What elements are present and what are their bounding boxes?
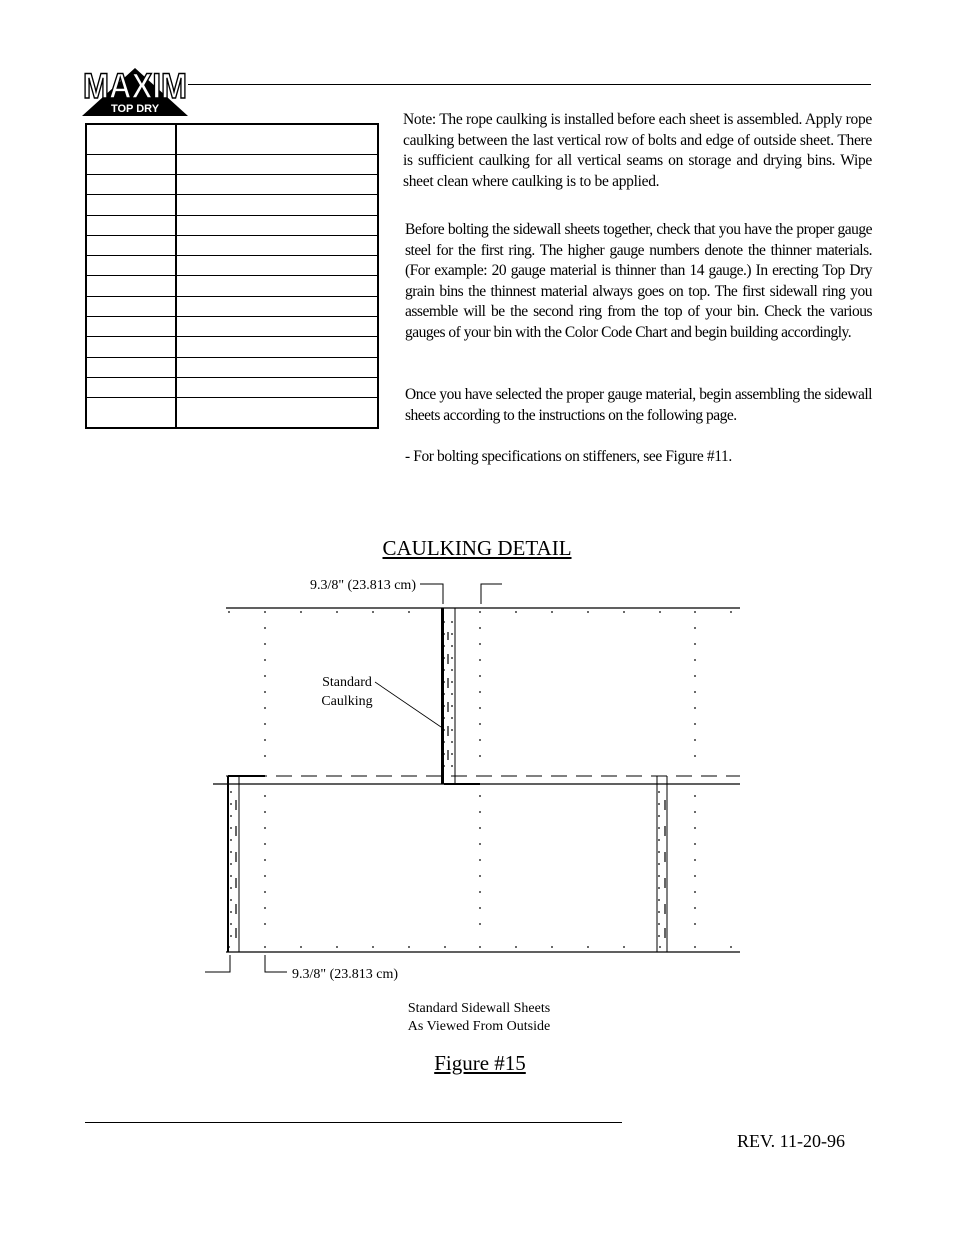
bolt-hole — [230, 851, 232, 853]
bolt-hole — [230, 827, 232, 829]
logo-brand: MAXIM — [83, 67, 187, 106]
bolt-hole — [372, 946, 374, 948]
bolt-hole — [264, 891, 266, 893]
bolt-hole — [479, 659, 481, 661]
bolt-hole — [264, 675, 266, 677]
bolt-hole — [451, 657, 453, 659]
bolt-hole — [451, 693, 453, 695]
figure-title: CAULKING DETAIL — [382, 536, 572, 560]
bolt-hole — [264, 946, 266, 948]
bolt-hole — [264, 923, 266, 925]
bolt-hole — [264, 659, 266, 661]
bolt-hole — [444, 946, 446, 948]
bolt-hole — [264, 859, 266, 861]
bottom-dimension-label: 9.3/8" (23.813 cm) — [292, 967, 399, 982]
bolt-hole — [451, 621, 453, 623]
bolt-hole — [694, 611, 696, 613]
bolt-hole — [658, 827, 660, 829]
bolt-hole — [479, 827, 481, 829]
bolt-hole — [694, 643, 696, 645]
bolt-hole — [659, 611, 661, 613]
bolt-hole — [300, 946, 302, 948]
bolt-hole — [694, 843, 696, 845]
bolt-hole — [264, 755, 266, 757]
bolt-hole — [451, 717, 453, 719]
bolt-hole — [230, 863, 232, 865]
bolt-hole — [694, 859, 696, 861]
bolt-hole — [694, 875, 696, 877]
bolt-hole — [694, 707, 696, 709]
bolt-hole — [694, 923, 696, 925]
bolt-hole — [694, 907, 696, 909]
bolt-hole — [451, 669, 453, 671]
bolt-hole — [479, 875, 481, 877]
bolt-hole — [658, 791, 660, 793]
bolt-hole — [479, 891, 481, 893]
bolt-hole — [451, 705, 453, 707]
bolt-hole — [587, 946, 589, 948]
bolt-hole — [479, 811, 481, 813]
top-dimension-right-bracket — [481, 584, 502, 604]
bolt-hole — [451, 681, 453, 683]
bolt-hole — [230, 911, 232, 913]
bolt-hole — [479, 843, 481, 845]
revision-label: REV. 11-20-96 — [737, 1131, 845, 1151]
bolt-hole — [479, 611, 481, 613]
figure-label: Figure #15 — [434, 1051, 526, 1075]
bolt-hole — [658, 911, 660, 913]
upper-seam-edge — [441, 608, 444, 784]
bolt-hole — [479, 723, 481, 725]
bolt-hole — [264, 875, 266, 877]
bottom-dimension-left-bracket — [205, 955, 230, 972]
bolt-hole — [300, 611, 302, 613]
bolt-hole — [623, 611, 625, 613]
bolt-hole — [264, 723, 266, 725]
bolt-hole — [479, 627, 481, 629]
bolt-hole — [408, 611, 410, 613]
bolt-hole — [264, 611, 266, 613]
bolt-hole — [372, 611, 374, 613]
bolt-hole — [694, 755, 696, 757]
gauge-paragraph: Before bolting the sidewall sheets together, check that you have the proper gauge steel for the first ring. The higher gauge numbers denote the thinner materials. (For example: 20 gauge material is thinner than 14 gauge.) In erecting Top Dry grain bins the thinnest material always goes on top. The first sidewall ring you assemble will be the second ring from the top of your bin. Check the various gauges of your bin with the Color Code Chart and begin building accordingly. — [405, 221, 872, 341]
bolt-hole — [264, 643, 266, 645]
bolt-hole — [658, 803, 660, 805]
bolt-hole — [264, 811, 266, 813]
logo-subtitle: TOP DRY — [110, 103, 160, 115]
bolt-hole — [230, 791, 232, 793]
bolt-hole — [336, 611, 338, 613]
bolt-hole — [479, 739, 481, 741]
bolt-hole — [479, 707, 481, 709]
bolt-hole — [264, 827, 266, 829]
callout-label-line2: Caulking — [321, 694, 373, 709]
bolt-hole — [694, 827, 696, 829]
bolt-hole — [658, 875, 660, 877]
bolt-hole — [230, 899, 232, 901]
bolt-hole — [623, 946, 625, 948]
bolt-hole — [515, 946, 517, 948]
callout-leader-line — [375, 682, 441, 727]
bolt-hole — [264, 795, 266, 797]
bolt-hole — [479, 907, 481, 909]
bolt-hole — [230, 887, 232, 889]
bolt-hole — [658, 863, 660, 865]
bolt-hole — [451, 645, 453, 647]
stiffener-note: - For bolting specifications on stiffeners, see Figure #11. — [405, 448, 732, 465]
bolt-hole — [694, 659, 696, 661]
bolt-hole — [230, 923, 232, 925]
callout-label-line1: Standard — [322, 675, 372, 690]
bolt-hole — [479, 946, 481, 948]
bolt-hole — [730, 611, 732, 613]
bolt-hole — [451, 633, 453, 635]
bolt-hole — [264, 739, 266, 741]
bolt-hole — [230, 839, 232, 841]
bolt-hole — [451, 765, 453, 767]
note-paragraph: Note: The rope caulking is installed before each sheet is assembled. Apply rope caulking between the last vertical row of bolts and edge of outside sheet. There is sufficient caulking for all vertical seams on storage and drying bins. Wipe sheet clean where caulking is to be applied. — [403, 111, 872, 190]
bolt-hole — [264, 707, 266, 709]
figure-caption-line2: As Viewed From Outside — [407, 1019, 551, 1034]
bolt-hole — [515, 611, 517, 613]
bolt-hole — [694, 946, 696, 948]
bolt-hole — [694, 723, 696, 725]
bolt-hole — [264, 907, 266, 909]
top-dimension-left-bracket — [420, 584, 443, 604]
bolt-hole — [694, 795, 696, 797]
bolt-hole — [551, 611, 553, 613]
bolt-hole — [230, 875, 232, 877]
bolt-hole — [658, 899, 660, 901]
bolt-hole — [587, 611, 589, 613]
bolt-hole — [451, 741, 453, 743]
bolt-hole — [658, 935, 660, 937]
top-dimension-label: 9.3/8" (23.813 cm) — [309, 578, 416, 593]
bolt-hole — [479, 859, 481, 861]
bolt-hole — [264, 843, 266, 845]
bolt-hole — [659, 946, 661, 948]
bolt-hole — [230, 803, 232, 805]
bolt-hole — [230, 935, 232, 937]
bolt-hole — [264, 691, 266, 693]
bolt-hole — [479, 643, 481, 645]
bolt-hole — [451, 729, 453, 731]
bolt-hole — [658, 851, 660, 853]
bolt-hole — [694, 627, 696, 629]
assembly-paragraph: Once you have selected the proper gauge material, begin assembling the sidewall sheets according to the instructions on the following page. — [405, 386, 872, 424]
bolt-hole — [264, 627, 266, 629]
bolt-hole — [694, 891, 696, 893]
bottom-dimension-right-bracket — [265, 955, 287, 972]
bolt-hole — [658, 923, 660, 925]
footer-rule — [85, 1122, 622, 1123]
bolt-hole — [694, 739, 696, 741]
bolt-hole — [694, 811, 696, 813]
bolt-hole — [658, 839, 660, 841]
bolt-hole — [479, 755, 481, 757]
bolt-hole — [479, 923, 481, 925]
bolt-hole — [551, 946, 553, 948]
bolt-hole — [408, 946, 410, 948]
bolt-hole — [230, 815, 232, 817]
bolt-hole — [479, 795, 481, 797]
bolt-hole — [694, 675, 696, 677]
bolt-hole — [479, 691, 481, 693]
bolt-hole — [658, 887, 660, 889]
bolt-hole — [658, 815, 660, 817]
bolt-hole — [336, 946, 338, 948]
bolt-hole — [451, 753, 453, 755]
bolt-hole — [730, 946, 732, 948]
bolt-hole — [694, 691, 696, 693]
bolt-hole — [479, 675, 481, 677]
bolt-holes — [228, 611, 732, 948]
figure-caption-line1: Standard Sidewall Sheets — [407, 1001, 551, 1016]
bolt-hole — [228, 611, 230, 613]
